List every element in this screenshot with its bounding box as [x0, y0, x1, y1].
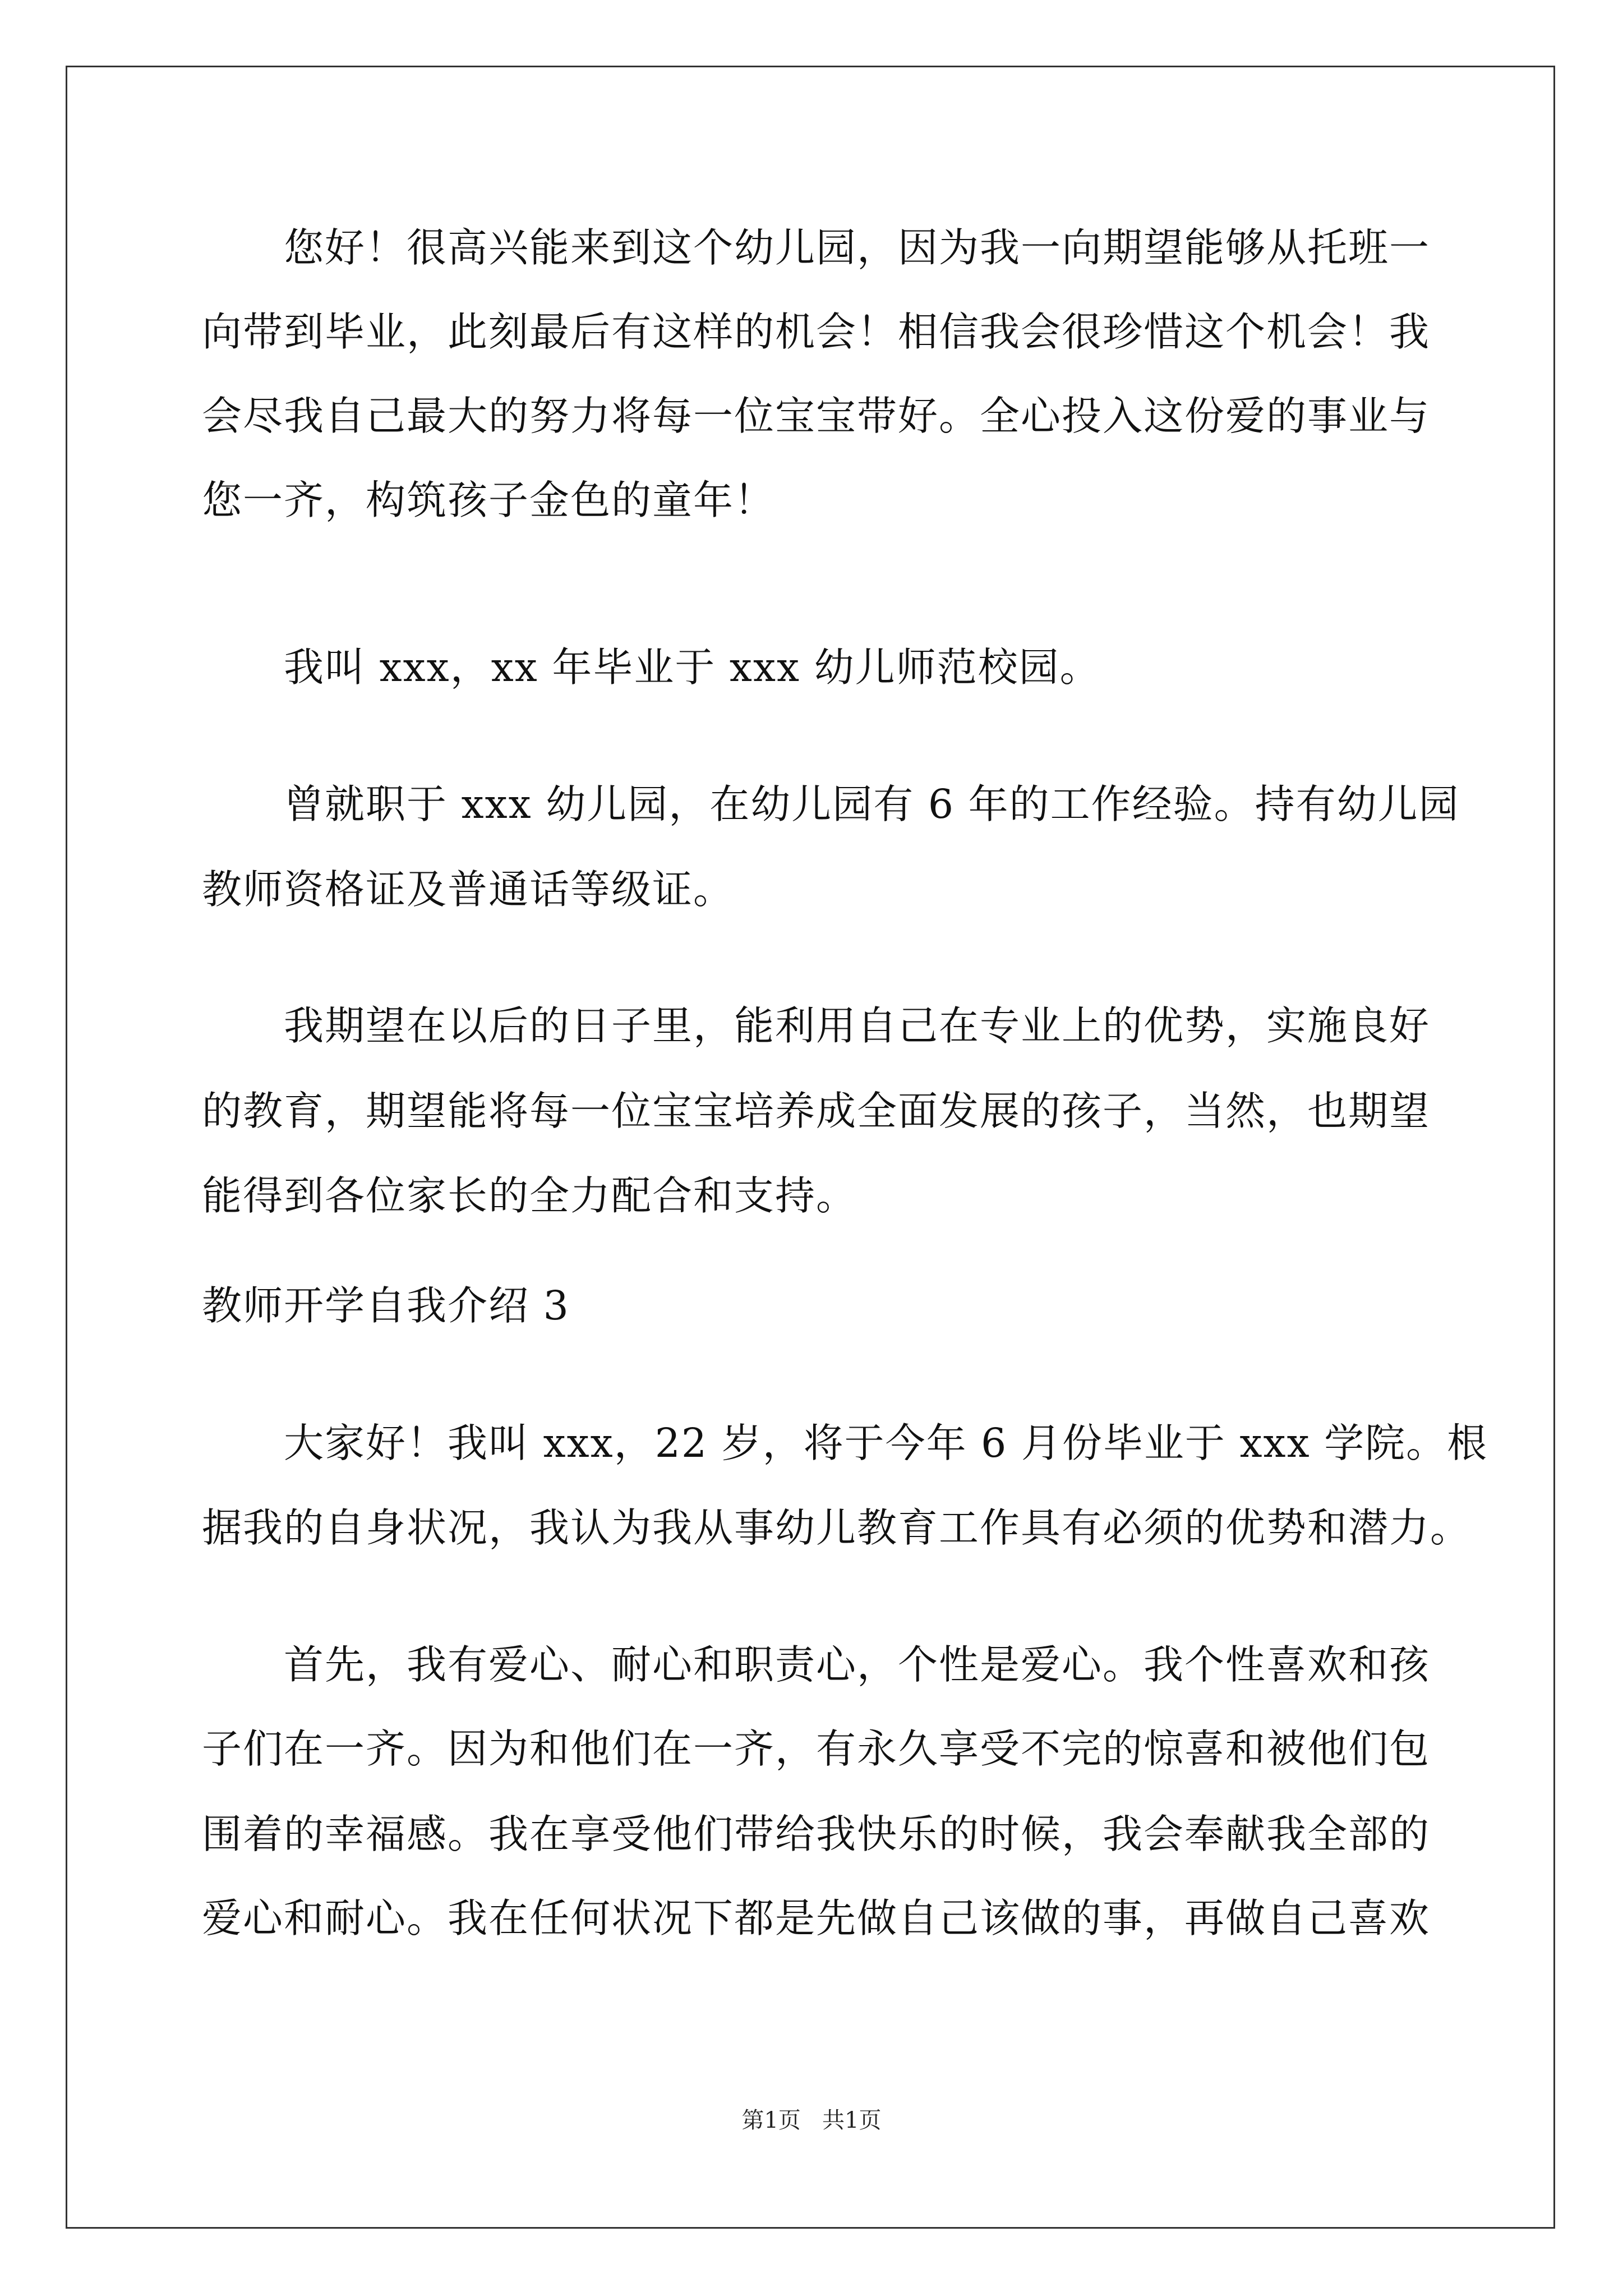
text-line-17: 爱心和耐心。我在任何状况下都是先做自己该做的事，再做自己喜欢 — [202, 1895, 1431, 1941]
text-line-3: 会尽我自己最大的努力将每一位宝宝带好。全心投入这份爱的事业与 — [202, 393, 1431, 439]
text-line-9: 的教育，期望能将每一位宝宝培养成全面发展的孩子，当然，也期望 — [202, 1088, 1431, 1134]
text-line-10: 能得到各位家长的全力配合和支持。 — [202, 1172, 857, 1219]
text-line-14: 首先，我有爱心、耐心和职责心，个性是爱心。我个性喜欢和孩 — [202, 1641, 1431, 1688]
text-line-7: 教师资格证及普通话等级证。 — [202, 866, 735, 913]
text-line-1: 您好！很高兴能来到这个幼儿园，因为我一向期望能够从托班一 — [202, 224, 1431, 271]
text-line-15: 子们在一齐。因为和他们在一齐，有永久享受不完的惊喜和被他们包 — [202, 1726, 1431, 1772]
page-number-footer: 第1页 共1页 — [741, 2108, 882, 2133]
text-line-12: 大家好！我叫 xxx，22 岁，将于今年 6 月份毕业于 xxx 学院。根 — [202, 1420, 1488, 1466]
text-line-8: 我期望在以后的日子里，能利用自己在专业上的优势，实施良好 — [202, 1002, 1431, 1049]
text-line-2: 向带到毕业，此刻最后有这样的机会！相信我会很珍惜这个机会！我 — [202, 309, 1431, 355]
section-heading: 教师开学自我介绍 3 — [202, 1282, 570, 1329]
text-line-13: 据我的自身状况，我认为我从事幼儿教育工作具有必须的优势和潜力。 — [202, 1504, 1472, 1551]
text-line-16: 围着的幸福感。我在享受他们带给我快乐的时候，我会奉献我全部的 — [202, 1811, 1431, 1857]
text-line-5: 我叫 xxx，xx 年毕业于 xxx 幼儿师范校园。 — [202, 644, 1101, 691]
text-line-6: 曾就职于 xxx 幼儿园，在幼儿园有 6 年的工作经验。持有幼儿园 — [202, 781, 1460, 827]
text-line-4: 您一齐，构筑孩子金色的童年！ — [202, 477, 776, 523]
